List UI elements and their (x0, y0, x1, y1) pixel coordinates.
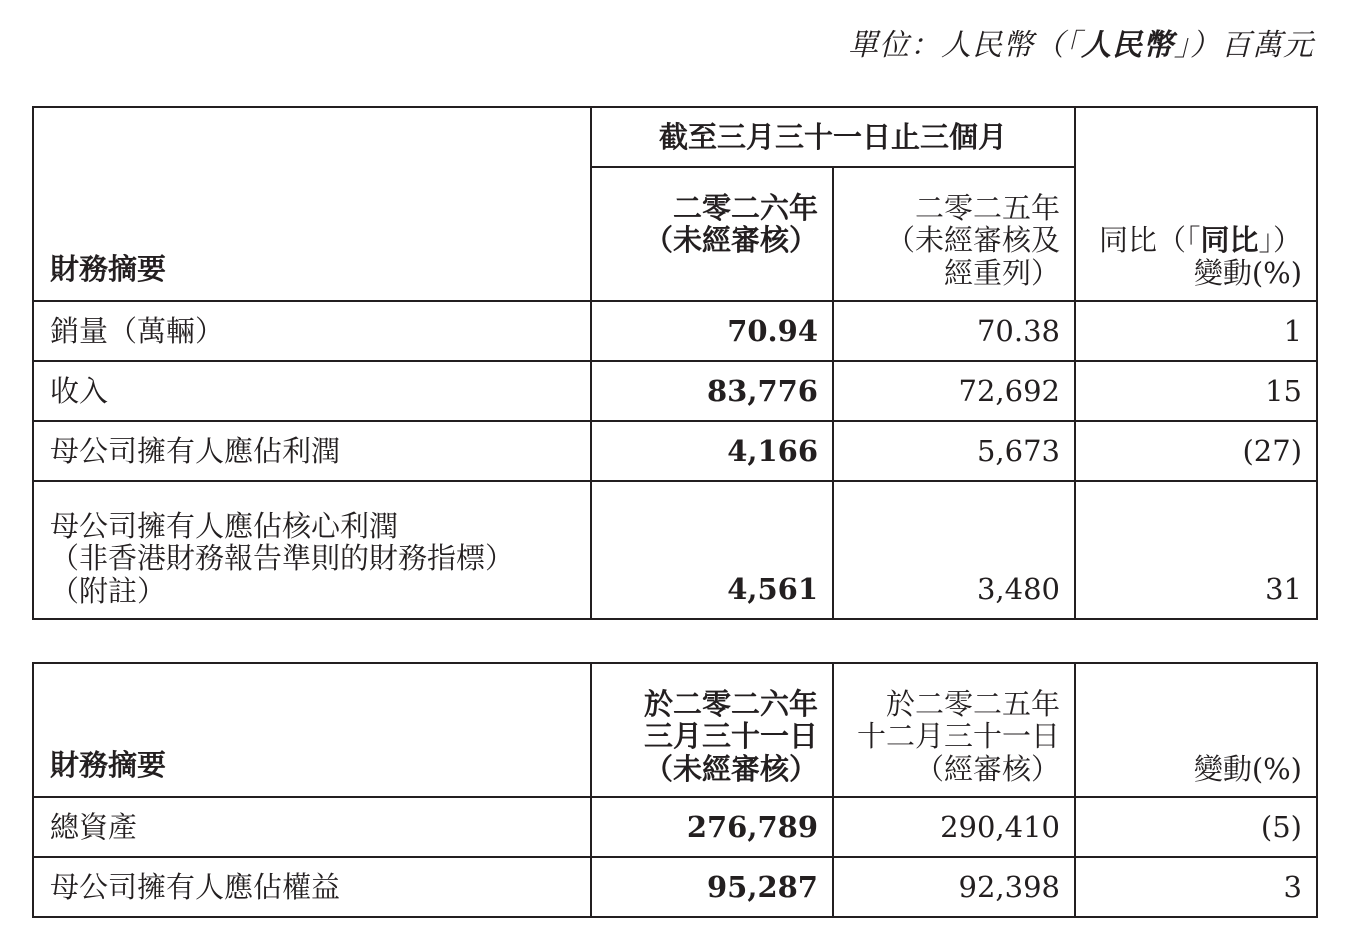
table-row (33, 481, 1317, 619)
cell-2025: 70.38 (833, 301, 1075, 361)
cell-change: 15 (1075, 361, 1317, 421)
unit-note (848, 20, 1314, 64)
cell-change: 31 (1075, 481, 1317, 619)
cell-change: (5) (1075, 797, 1317, 857)
row-label-sales-volume: 銷量（萬輛） (33, 301, 591, 361)
table2-header-financial-summary: 財務摘要 (33, 663, 591, 797)
row-label-total-assets: 總資產 (33, 797, 591, 857)
table1-col-2026: 二零二六年 （未經審核） (591, 167, 833, 301)
table2-col-2025: 於二零二五年 十二月三十一日 （經審核） (833, 663, 1075, 797)
quarterly-summary-table (32, 106, 1318, 620)
table-row (33, 857, 1317, 917)
cell-2026: 83,776 (591, 361, 833, 421)
table1-header-financial-summary: 財務摘要 (33, 107, 591, 301)
table-row (33, 421, 1317, 481)
cell-2026: 4,561 (591, 481, 833, 619)
cell-change: (27) (1075, 421, 1317, 481)
cell-change: 1 (1075, 301, 1317, 361)
row-label-revenue: 收入 (33, 361, 591, 421)
row-label-profit: 母公司擁有人應佔利潤 (33, 421, 591, 481)
row-label-core-profit: 母公司擁有人應佔核心利潤 （非香港財務報告準則的財務指標） （附註） (33, 481, 591, 619)
table1-period-header: 截至三月三十一日止三個月 (591, 107, 1075, 167)
cell-2025: 3,480 (833, 481, 1075, 619)
unit-currency-bold: 人民幣 (1081, 28, 1174, 63)
cell-change: 3 (1075, 857, 1317, 917)
cell-2025: 92,398 (833, 857, 1075, 917)
table-row (33, 797, 1317, 857)
balance-summary-table (32, 662, 1318, 918)
table-row (33, 361, 1317, 421)
table2-col-change: 變動(%) (1075, 663, 1317, 797)
row-label-equity: 母公司擁有人應佔權益 (33, 857, 591, 917)
cell-2026: 70.94 (591, 301, 833, 361)
cell-2026: 4,166 (591, 421, 833, 481)
cell-2026: 276,789 (591, 797, 833, 857)
unit-suffix: 」）百萬元 (1174, 28, 1314, 63)
table1-col-2025: 二零二五年 （未經審核及 經重列） (833, 167, 1075, 301)
cell-2025: 72,692 (833, 361, 1075, 421)
table-row (33, 301, 1317, 361)
cell-2025: 5,673 (833, 421, 1075, 481)
table2-col-2026: 於二零二六年 三月三十一日 （未經審核） (591, 663, 833, 797)
cell-2025: 290,410 (833, 797, 1075, 857)
unit-prefix: 單位：人民幣（「 (848, 28, 1081, 63)
cell-2026: 95,287 (591, 857, 833, 917)
table1-col-yoy-change: 同比（「同比」） 變動(%) (1075, 107, 1317, 301)
